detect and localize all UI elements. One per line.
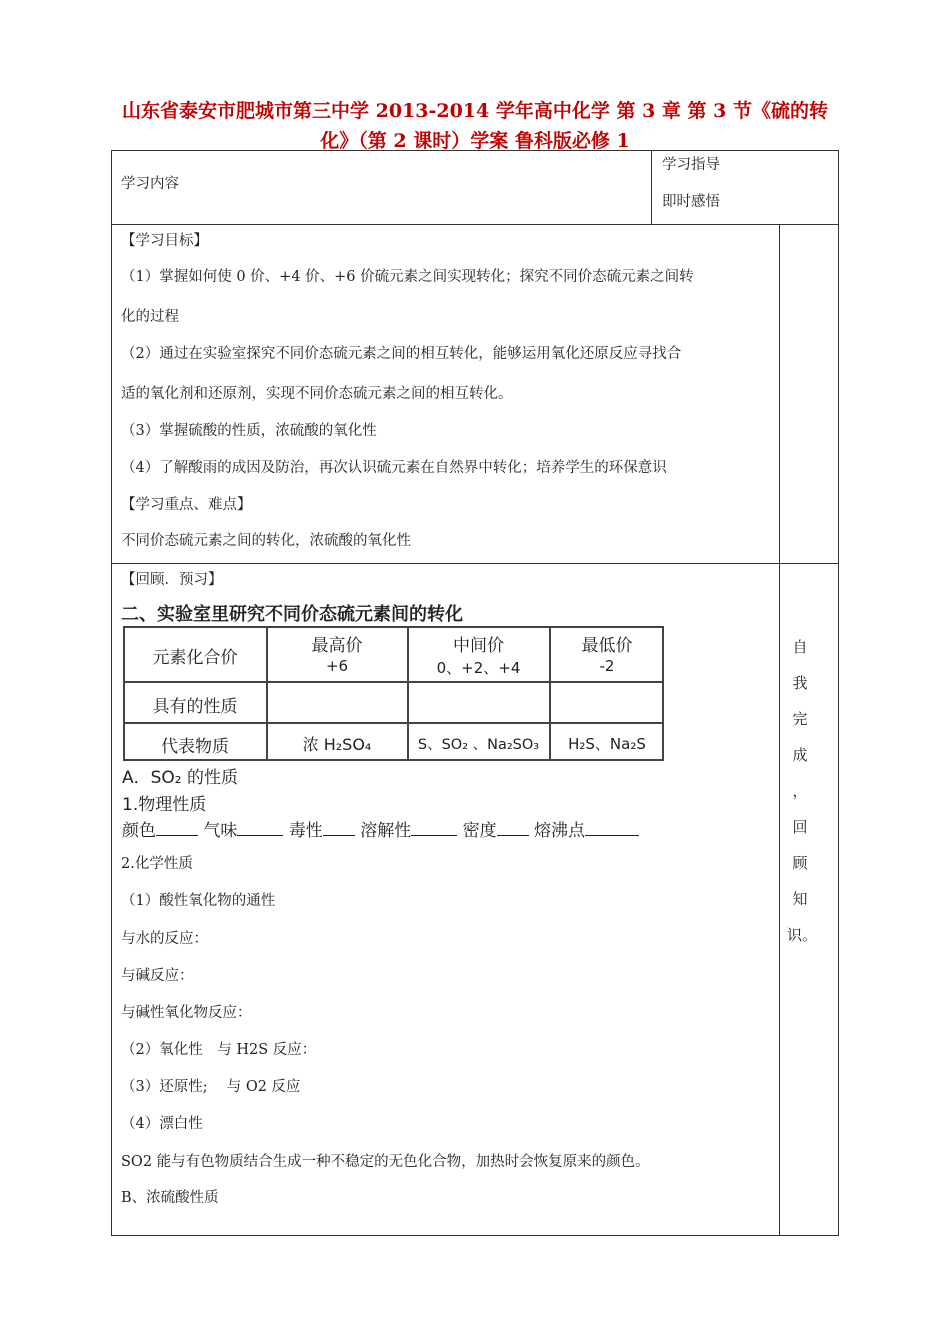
blank-color[interactable]: [156, 819, 198, 836]
blank-toxicity[interactable]: [323, 819, 355, 836]
row-divider: [111, 224, 839, 225]
bleaching-property: （4）漂白性: [121, 1116, 203, 1132]
blank-solubility[interactable]: [411, 819, 457, 836]
oxidizing-property: （2）氧化性 与 H2S 反应：: [121, 1042, 317, 1058]
review-heading: 【回顾．预习】: [121, 572, 223, 588]
table-header-lowest-value: -2: [599, 657, 615, 675]
side-note-char: 回: [792, 818, 808, 836]
section-title: 二、实验室里研究不同价态硫元素间的转化: [121, 604, 463, 625]
sulfuric-acid-title: B、浓硫酸性质: [121, 1190, 219, 1206]
physical-properties-blanks: [122, 816, 639, 841]
acid-oxide-property: （1）酸性氧化物的通性: [121, 893, 276, 909]
side-note-char: 成: [792, 746, 808, 764]
table-header-valence: 元素化合价: [152, 648, 238, 668]
side-note-char: 我: [792, 674, 808, 692]
key-points-heading: 【学习重点、难点】: [121, 497, 252, 513]
column-divider: [651, 150, 652, 224]
prop-density: 密度: [462, 821, 497, 841]
goal-2-cont: 适的氧化剂和还原剂，实现不同价态硫元素之间的相互转化。: [121, 386, 513, 402]
header-guide-label: 学习指导: [662, 157, 720, 173]
prop-boiling-point: 熔沸点: [534, 821, 586, 841]
substance-highest: 浓 H₂SO₄: [302, 735, 372, 754]
prop-toxicity: 毒性: [288, 821, 323, 841]
title-line-1: 山东省泰安市肥城市第三中学 2013-2014 学年高中化学 第 3 章 第 3 节《硫的转: [121, 100, 828, 122]
key-points: 不同价态硫元素之间的转化，浓硫酸的氧化性: [121, 533, 411, 549]
goal-1: （1）掌握如何使 0 价、+4 价、+6 价硫元素之间实现转化；探究不同价态硫元素之间转: [121, 269, 694, 285]
side-note-char: 自: [792, 638, 808, 656]
goal-4: （4）了解酸雨的成因及防治，再次认识硫元素在自然界中转化；培养学生的环保意识: [121, 460, 667, 476]
side-note-char: 完: [792, 710, 808, 728]
substance-middle: S、SO₂ 、Na₂SO₃: [417, 737, 540, 753]
header-feeling-label: 即时感悟: [662, 194, 720, 210]
blank-smell[interactable]: [237, 819, 283, 836]
reaction-with-base: 与碱反应：: [121, 968, 194, 984]
physical-properties-title: 1.物理性质: [122, 795, 207, 815]
goals-heading: 【学习目标】: [121, 233, 208, 249]
goal-2: （2）通过在实验室探究不同价态硫元素之间的相互转化，能够运用氧化还原反应寻找合: [121, 346, 682, 362]
side-note-char: ，: [792, 782, 808, 800]
goal-1-cont: 化的过程: [121, 309, 179, 325]
table-header-middle-value: 0、+2、+4: [436, 659, 521, 677]
reaction-with-basic-oxide: 与碱性氧化物反应：: [121, 1005, 252, 1021]
blank-density[interactable]: [497, 819, 529, 836]
document-title: [90, 96, 860, 156]
table-header-lowest: 最低价: [581, 636, 633, 656]
table-row-divider: [123, 681, 664, 683]
title-line-2: 化》（第 2 课时）学案 鲁科版必修 1: [320, 130, 630, 152]
table-row-properties: 具有的性质: [152, 697, 238, 717]
goal-3: （3）掌握硫酸的性质，浓硫酸的氧化性: [121, 423, 377, 439]
prop-smell: 气味: [203, 821, 238, 841]
column-divider: [779, 224, 780, 1236]
substance-lowest: H₂S、Na₂S: [568, 735, 646, 753]
table-header-highest: 最高价: [311, 636, 363, 656]
bleaching-explanation: SO2 能与有色物质结合生成一种不稳定的无色化合物，加热时会恢复原来的颜色。: [121, 1154, 650, 1170]
chemical-properties-title: 2.化学性质: [121, 856, 193, 872]
header-content-label: 学习内容: [121, 176, 179, 192]
prop-color: 颜色: [122, 821, 156, 841]
reaction-with-water: 与水的反应：: [121, 931, 208, 947]
side-note-char: 识。: [787, 926, 818, 944]
row-divider: [111, 563, 839, 564]
prop-solubility: 溶解性: [360, 821, 412, 841]
reducing-property: （3）还原性; 与 O2 反应: [121, 1079, 301, 1095]
table-header-middle: 中间价: [453, 636, 504, 656]
table-row-divider: [123, 722, 664, 724]
side-note-char: 知: [792, 890, 808, 908]
side-note-char: 顾: [792, 854, 808, 872]
table-row-substances: 代表物质: [161, 737, 229, 757]
so2-properties-title: A．SO₂ 的性质: [122, 768, 239, 788]
blank-boiling-point[interactable]: [585, 819, 639, 836]
table-header-highest-value: +6: [325, 657, 349, 675]
